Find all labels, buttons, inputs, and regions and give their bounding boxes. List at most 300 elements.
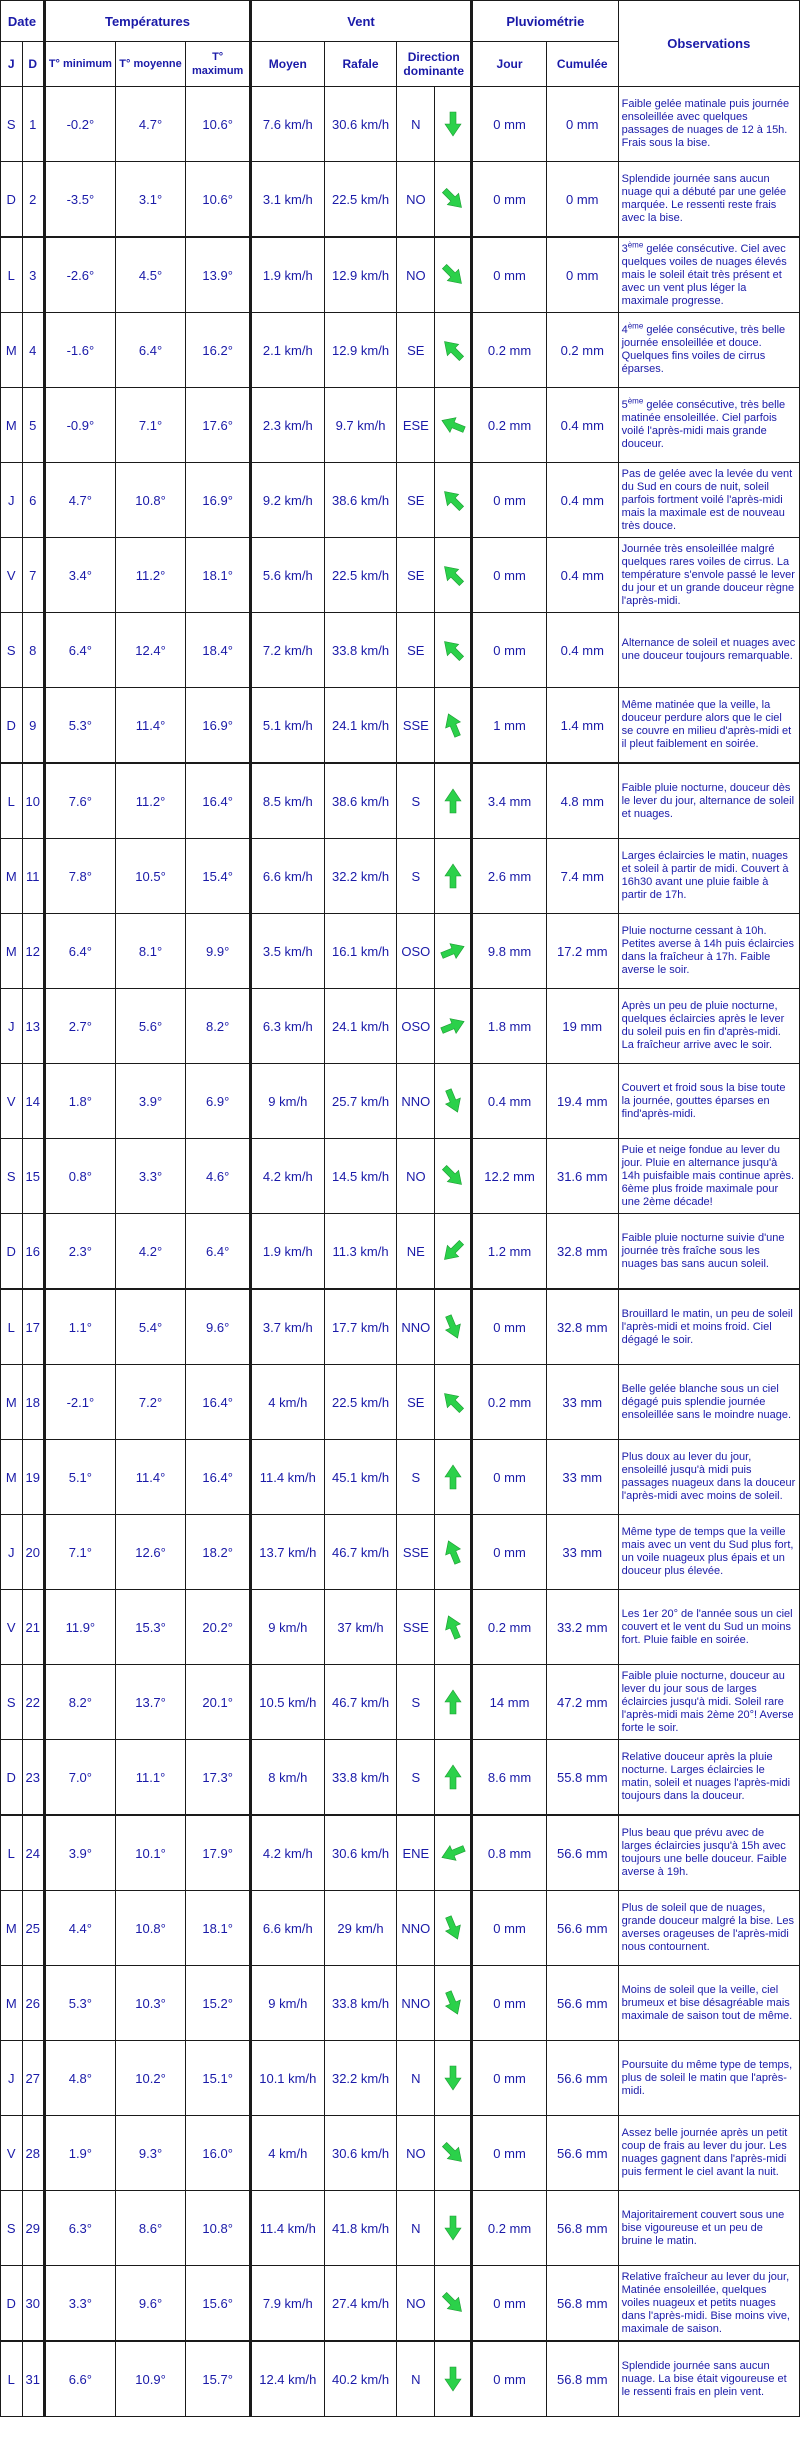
wind-gust: 22.5 km/h <box>324 162 397 238</box>
observation-text <box>618 313 799 388</box>
wind-direction: NNO <box>397 1289 435 1365</box>
wind-arrow-icon <box>438 109 468 139</box>
wind-gust: 24.1 km/h <box>324 989 397 1064</box>
wind-arrow-icon <box>438 410 468 440</box>
temp-min: -1.6° <box>45 313 116 388</box>
rain-cumul: 32.8 mm <box>546 1289 618 1365</box>
header-tmin: T° minimum <box>45 42 116 87</box>
rain-cumul: 0.4 mm <box>546 463 618 538</box>
wind-direction: N <box>397 87 435 162</box>
wind-arrow-icon <box>438 710 468 740</box>
day-letter: L <box>1 2341 23 2417</box>
temp-min: 3.3° <box>45 2266 116 2342</box>
wind-arrow-cell <box>435 1815 472 1891</box>
wind-arrow-cell <box>435 162 472 238</box>
rain-cumul: 7.4 mm <box>546 839 618 914</box>
wind-avg: 4 km/h <box>250 1365 324 1440</box>
table-row <box>1 1214 800 1290</box>
observation-text <box>618 1590 799 1665</box>
temp-max: 16.0° <box>186 2116 251 2191</box>
day-number: 18 <box>22 1365 45 1440</box>
temp-min: 7.1° <box>45 1515 116 1590</box>
rain-day: 1 mm <box>472 688 547 764</box>
temp-avg: 10.2° <box>115 2041 186 2116</box>
table-row <box>1 989 800 1064</box>
wind-arrow-cell <box>435 1515 472 1590</box>
day-letter: M <box>1 1891 23 1966</box>
observation-body: Même type de temps que la veille mais avec un vent du Sud plus fort, un voile nuageux plus épais et un douceur plus élevée. <box>621 1526 794 1577</box>
observation-body: Faible pluie nocturne, douceur dès le lever du jour, alternance de soleil et nuages. <box>621 781 795 820</box>
observation-text <box>618 388 799 463</box>
temp-min: -3.5° <box>45 162 116 238</box>
wind-avg: 2.3 km/h <box>250 388 324 463</box>
wind-arrow-icon <box>438 1387 468 1417</box>
observation-body: Faible gelée matinale puis journée ensoleillée avec quelques passages de nuages de 12 à 15h. Frais sous la bise. <box>621 98 790 149</box>
table-row <box>1 1064 800 1139</box>
wind-arrow-icon <box>438 936 468 966</box>
temp-max: 17.6° <box>186 388 251 463</box>
observation-text <box>618 1289 799 1365</box>
observation-text <box>618 1815 799 1891</box>
wind-gust: 14.5 km/h <box>324 1139 397 1214</box>
observation-body: Poursuite du même type de temps, plus de soleil le matin que l'après-midi. <box>621 2058 793 2097</box>
temp-min: 4.4° <box>45 1891 116 1966</box>
temp-max: 16.9° <box>186 688 251 764</box>
temp-min: -0.2° <box>45 87 116 162</box>
day-number: 20 <box>22 1515 45 1590</box>
temp-min: 11.9° <box>45 1590 116 1665</box>
rain-day: 0 mm <box>472 2041 547 2116</box>
observation-text <box>618 1365 799 1440</box>
rain-day: 0.2 mm <box>472 313 547 388</box>
table-row <box>1 87 800 162</box>
header-moyen: Moyen <box>250 42 324 87</box>
wind-direction: SE <box>397 613 435 688</box>
rain-cumul: 56.8 mm <box>546 2266 618 2342</box>
rain-cumul: 0 mm <box>546 87 618 162</box>
wind-arrow-cell <box>435 538 472 613</box>
wind-arrow-icon <box>438 260 468 290</box>
table-row <box>1 1590 800 1665</box>
temp-max: 17.3° <box>186 1740 251 1816</box>
wind-avg: 3.7 km/h <box>250 1289 324 1365</box>
observation-text <box>618 1064 799 1139</box>
temp-avg: 11.4° <box>115 1440 186 1515</box>
table-row <box>1 839 800 914</box>
wind-arrow-cell <box>435 2191 472 2266</box>
table-row <box>1 688 800 764</box>
wind-arrow-icon <box>438 1537 468 1567</box>
wind-gust: 11.3 km/h <box>324 1214 397 1290</box>
day-letter: S <box>1 613 23 688</box>
wind-direction: SSE <box>397 1590 435 1665</box>
temp-avg: 3.3° <box>115 1139 186 1214</box>
rain-day: 0 mm <box>472 463 547 538</box>
temp-min: -2.6° <box>45 237 116 313</box>
temp-avg: 4.7° <box>115 87 186 162</box>
observation-body: Couvert et froid sous la bise toute la journée, gouttes éparses en find'après-midi. <box>621 1081 786 1120</box>
table-row <box>1 388 800 463</box>
wind-avg: 13.7 km/h <box>250 1515 324 1590</box>
wind-arrow-cell <box>435 1064 472 1139</box>
wind-direction: ENE <box>397 1815 435 1891</box>
observation-body: gelée consécutive, très belle journée ensoleillée et douce. Quelques fins voiles de cirrus éparses. <box>621 324 786 375</box>
wind-arrow-cell <box>435 2341 472 2417</box>
wind-arrow-icon <box>438 1086 468 1116</box>
observation-ordinal-suffix: ème <box>627 321 644 331</box>
day-letter: L <box>1 1815 23 1891</box>
table-row <box>1 2116 800 2191</box>
observation-ordinal: 3 <box>621 242 628 255</box>
wind-arrow-icon <box>438 2138 468 2168</box>
wind-direction: N <box>397 2191 435 2266</box>
wind-arrow-cell <box>435 313 472 388</box>
observation-body: Plus doux au lever du jour, ensoleillé jusqu'à midi puis passages nuageux dans la douceur l'après-midi avec moins de soleil. <box>621 1451 796 1502</box>
wind-avg: 4 km/h <box>250 2116 324 2191</box>
day-number: 6 <box>22 463 45 538</box>
table-row <box>1 2191 800 2266</box>
wind-direction: SE <box>397 313 435 388</box>
temp-max: 20.2° <box>186 1590 251 1665</box>
wind-gust: 38.6 km/h <box>324 463 397 538</box>
day-number: 14 <box>22 1064 45 1139</box>
wind-gust: 46.7 km/h <box>324 1665 397 1740</box>
wind-arrow-icon <box>438 635 468 665</box>
day-letter: J <box>1 463 23 538</box>
rain-day: 0 mm <box>472 237 547 313</box>
temp-min: 1.9° <box>45 2116 116 2191</box>
observation-text <box>618 763 799 839</box>
wind-direction: OSO <box>397 989 435 1064</box>
rain-cumul: 32.8 mm <box>546 1214 618 1290</box>
observation-text <box>618 2116 799 2191</box>
temp-min: 2.3° <box>45 1214 116 1290</box>
rain-day: 0 mm <box>472 162 547 238</box>
observation-ordinal-suffix: ème <box>627 396 644 406</box>
wind-gust: 17.7 km/h <box>324 1289 397 1365</box>
temp-avg: 11.2° <box>115 538 186 613</box>
temp-max: 15.7° <box>186 2341 251 2417</box>
table-row <box>1 763 800 839</box>
day-letter: D <box>1 2266 23 2342</box>
wind-avg: 12.4 km/h <box>250 2341 324 2417</box>
wind-direction: S <box>397 1440 435 1515</box>
wind-avg: 5.6 km/h <box>250 538 324 613</box>
temp-min: 6.4° <box>45 914 116 989</box>
table-row <box>1 1966 800 2041</box>
observation-body: Moins de soleil que la veille, ciel brumeux et bise désagréable mais maximale de saison tout de même. <box>621 1983 793 2022</box>
wind-arrow-cell <box>435 688 472 764</box>
temp-max: 16.2° <box>186 313 251 388</box>
day-number: 31 <box>22 2341 45 2417</box>
day-number: 5 <box>22 388 45 463</box>
wind-gust: 12.9 km/h <box>324 313 397 388</box>
table-row <box>1 1665 800 1740</box>
observation-text <box>618 237 799 313</box>
temp-min: 1.1° <box>45 1289 116 1365</box>
observation-body: Majoritairement couvert sous une bise vigoureuse et un peu de bruine le matin. <box>621 2208 785 2247</box>
temp-max: 17.9° <box>186 1815 251 1891</box>
wind-avg: 7.9 km/h <box>250 2266 324 2342</box>
table-row <box>1 1365 800 1440</box>
temp-avg: 7.2° <box>115 1365 186 1440</box>
observation-text <box>618 1214 799 1290</box>
table-row <box>1 1289 800 1365</box>
observation-body: Faible pluie nocturne suivie d'une journée très fraîche sous les nuages bas sans aucun soleil. <box>621 1231 785 1270</box>
wind-avg: 10.1 km/h <box>250 2041 324 2116</box>
temp-min: 5.3° <box>45 1966 116 2041</box>
observation-body: Splendide journée sans aucun nuage qui a débuté par une gelée marquée. Le ressenti reste frais avec la bise. <box>621 173 787 224</box>
temp-min: 6.4° <box>45 613 116 688</box>
wind-gust: 27.4 km/h <box>324 2266 397 2342</box>
observation-body: Assez belle journée après un petit coup de frais au lever du jour. Les nuages gagnent dans l'après-midi puis ferment le ciel avant la nuit. <box>621 2127 788 2178</box>
wind-direction: NO <box>397 2116 435 2191</box>
temp-avg: 10.5° <box>115 839 186 914</box>
wind-arrow-cell <box>435 87 472 162</box>
temp-avg: 11.2° <box>115 763 186 839</box>
wind-gust: 30.6 km/h <box>324 87 397 162</box>
observation-body: Pas de gelée avec la levée du vent du Sud en cours de nuit, soleil parfois fortment voilé l'après-midi mais la maximale est de nouveau très douce. <box>621 467 793 532</box>
header-pluviometrie: Pluviométrie <box>472 1 618 42</box>
temp-min: 6.3° <box>45 2191 116 2266</box>
day-letter: D <box>1 1214 23 1290</box>
wind-arrow-icon <box>438 2213 468 2243</box>
rain-cumul: 56.8 mm <box>546 2341 618 2417</box>
wind-arrow-cell <box>435 463 472 538</box>
wind-direction: ESE <box>397 388 435 463</box>
observation-text <box>618 1440 799 1515</box>
rain-cumul: 55.8 mm <box>546 1740 618 1816</box>
day-number: 9 <box>22 688 45 764</box>
wind-arrow-icon <box>438 1011 468 1041</box>
day-number: 19 <box>22 1440 45 1515</box>
table-row <box>1 1815 800 1891</box>
day-number: 3 <box>22 237 45 313</box>
header-jour: Jour <box>472 42 547 87</box>
wind-arrow-icon <box>438 1838 468 1868</box>
day-letter: J <box>1 1515 23 1590</box>
day-number: 26 <box>22 1966 45 2041</box>
wind-avg: 3.5 km/h <box>250 914 324 989</box>
rain-day: 0 mm <box>472 538 547 613</box>
observation-text <box>618 839 799 914</box>
day-letter: J <box>1 989 23 1064</box>
temp-max: 6.9° <box>186 1064 251 1139</box>
wind-direction: SSE <box>397 1515 435 1590</box>
rain-day: 8.6 mm <box>472 1740 547 1816</box>
rain-cumul: 33 mm <box>546 1440 618 1515</box>
wind-avg: 10.5 km/h <box>250 1665 324 1740</box>
day-letter: M <box>1 313 23 388</box>
wind-avg: 9 km/h <box>250 1590 324 1665</box>
wind-arrow-cell <box>435 2041 472 2116</box>
wind-arrow-icon <box>438 485 468 515</box>
wind-arrow-cell <box>435 839 472 914</box>
rain-cumul: 0.2 mm <box>546 313 618 388</box>
wind-direction: S <box>397 1740 435 1816</box>
day-letter: D <box>1 688 23 764</box>
rain-day: 0 mm <box>472 1891 547 1966</box>
rain-cumul: 0 mm <box>546 162 618 238</box>
day-number: 2 <box>22 162 45 238</box>
table-row <box>1 237 800 313</box>
observation-text <box>618 1665 799 1740</box>
wind-avg: 8.5 km/h <box>250 763 324 839</box>
table-row <box>1 538 800 613</box>
temp-avg: 5.4° <box>115 1289 186 1365</box>
wind-direction: S <box>397 1665 435 1740</box>
temp-max: 13.9° <box>186 237 251 313</box>
observation-text <box>618 914 799 989</box>
temp-min: 2.7° <box>45 989 116 1064</box>
rain-day: 0 mm <box>472 1440 547 1515</box>
day-letter: S <box>1 1665 23 1740</box>
temp-min: 0.8° <box>45 1139 116 1214</box>
wind-arrow-cell <box>435 237 472 313</box>
temp-max: 18.2° <box>186 1515 251 1590</box>
day-number: 27 <box>22 2041 45 2116</box>
rain-cumul: 33 mm <box>546 1515 618 1590</box>
wind-arrow-icon <box>438 786 468 816</box>
day-number: 7 <box>22 538 45 613</box>
wind-direction: NNO <box>397 1966 435 2041</box>
day-letter: V <box>1 538 23 613</box>
observation-text <box>618 1891 799 1966</box>
rain-day: 0 mm <box>472 87 547 162</box>
table-row <box>1 1440 800 1515</box>
table-row <box>1 463 800 538</box>
observation-ordinal-suffix: ème <box>627 239 644 249</box>
temp-min: 6.6° <box>45 2341 116 2417</box>
observation-body: Belle gelée blanche sous un ciel dégagé puis splendie journée ensoleillée sans le moindre nuage. <box>621 1382 791 1421</box>
wind-gust: 45.1 km/h <box>324 1440 397 1515</box>
day-letter: V <box>1 2116 23 2191</box>
wind-gust: 38.6 km/h <box>324 763 397 839</box>
day-number: 8 <box>22 613 45 688</box>
observation-body: Même matinée que la veille, la douceur perdure alors que le ciel se couvre en milieu d'après-midi et il pleut faiblement en soirée. <box>621 699 792 750</box>
wind-gust: 30.6 km/h <box>324 2116 397 2191</box>
temp-avg: 8.1° <box>115 914 186 989</box>
wind-gust: 40.2 km/h <box>324 2341 397 2417</box>
day-letter: M <box>1 839 23 914</box>
rain-day: 0.2 mm <box>472 388 547 463</box>
temp-avg: 3.9° <box>115 1064 186 1139</box>
wind-avg: 3.1 km/h <box>250 162 324 238</box>
observation-text <box>618 613 799 688</box>
observation-body: Journée très ensoleillée malgré quelques rares voiles de cirrus. La température s'envole passé le lever du jour et un grande douceur règne l'après-midi. <box>621 542 795 607</box>
day-number: 16 <box>22 1214 45 1290</box>
observation-text <box>618 2041 799 2116</box>
observation-text <box>618 2341 799 2417</box>
wind-direction: SE <box>397 538 435 613</box>
wind-arrow-icon <box>438 1762 468 1792</box>
wind-arrow-cell <box>435 1590 472 1665</box>
rain-day: 3.4 mm <box>472 763 547 839</box>
rain-cumul: 56.6 mm <box>546 2041 618 2116</box>
observation-body: Relative douceur après la pluie nocturne. Larges éclaircies le matin, soleil et nuages l'après-midi toujours dans la douceur. <box>621 1751 791 1802</box>
day-number: 21 <box>22 1590 45 1665</box>
temp-avg: 7.1° <box>115 388 186 463</box>
wind-gust: 33.8 km/h <box>324 1740 397 1816</box>
observation-text <box>618 1139 799 1214</box>
day-number: 10 <box>22 763 45 839</box>
wind-avg: 1.9 km/h <box>250 1214 324 1290</box>
wind-avg: 6.6 km/h <box>250 1891 324 1966</box>
day-number: 17 <box>22 1289 45 1365</box>
rain-day: 1.2 mm <box>472 1214 547 1290</box>
rain-day: 0 mm <box>472 2341 547 2417</box>
temp-min: 3.9° <box>45 1815 116 1891</box>
wind-avg: 6.6 km/h <box>250 839 324 914</box>
wind-arrow-icon <box>438 1312 468 1342</box>
rain-day: 1.8 mm <box>472 989 547 1064</box>
temp-avg: 8.6° <box>115 2191 186 2266</box>
temp-avg: 12.6° <box>115 1515 186 1590</box>
wind-arrow-cell <box>435 1440 472 1515</box>
header-rafale: Rafale <box>324 42 397 87</box>
observation-text <box>618 162 799 238</box>
wind-arrow-icon <box>438 1462 468 1492</box>
temp-avg: 9.6° <box>115 2266 186 2342</box>
temp-avg: 4.2° <box>115 1214 186 1290</box>
rain-day: 0 mm <box>472 1515 547 1590</box>
rain-cumul: 17.2 mm <box>546 914 618 989</box>
rain-cumul: 0.4 mm <box>546 538 618 613</box>
wind-arrow-icon <box>438 2364 468 2394</box>
wind-avg: 9 km/h <box>250 1064 324 1139</box>
table-row <box>1 1515 800 1590</box>
table-row <box>1 613 800 688</box>
wind-avg: 6.3 km/h <box>250 989 324 1064</box>
observation-text <box>618 989 799 1064</box>
rain-cumul: 0 mm <box>546 237 618 313</box>
day-letter: V <box>1 1590 23 1665</box>
wind-direction: S <box>397 839 435 914</box>
wind-arrow-icon <box>438 861 468 891</box>
wind-direction: NNO <box>397 1064 435 1139</box>
temp-max: 6.4° <box>186 1214 251 1290</box>
rain-cumul: 33 mm <box>546 1365 618 1440</box>
temp-max: 16.4° <box>186 763 251 839</box>
day-number: 13 <box>22 989 45 1064</box>
rain-day: 0 mm <box>472 613 547 688</box>
wind-gust: 37 km/h <box>324 1590 397 1665</box>
temp-avg: 4.5° <box>115 237 186 313</box>
rain-day: 0.2 mm <box>472 1365 547 1440</box>
rain-cumul: 33.2 mm <box>546 1590 618 1665</box>
observation-body: Les 1er 20° de l'année sous un ciel couvert et le vent du Sud un moins fort. Pluie faible en soirée. <box>621 1607 793 1646</box>
day-number: 24 <box>22 1815 45 1891</box>
wind-arrow-cell <box>435 1966 472 2041</box>
wind-arrow-cell <box>435 2116 472 2191</box>
temp-max: 4.6° <box>186 1139 251 1214</box>
header-cumulee: Cumulée <box>546 42 618 87</box>
temp-max: 16.4° <box>186 1365 251 1440</box>
header-vent: Vent <box>250 1 471 42</box>
rain-day: 0.8 mm <box>472 1815 547 1891</box>
wind-arrow-cell <box>435 388 472 463</box>
wind-arrow-cell <box>435 613 472 688</box>
observation-body: Après un peu de pluie nocturne, quelques éclaircies après le lever du soleil puis en fin d'après-midi. La fraîcheur arrive avec le soir. <box>621 1000 785 1051</box>
temp-avg: 10.1° <box>115 1815 186 1891</box>
header-tmax: T° maximum <box>186 42 251 87</box>
day-letter: M <box>1 1365 23 1440</box>
rain-cumul: 56.6 mm <box>546 1815 618 1891</box>
wind-arrow-icon <box>438 184 468 214</box>
wind-direction: N <box>397 2041 435 2116</box>
wind-arrow-icon <box>438 1161 468 1191</box>
wind-gust: 12.9 km/h <box>324 237 397 313</box>
